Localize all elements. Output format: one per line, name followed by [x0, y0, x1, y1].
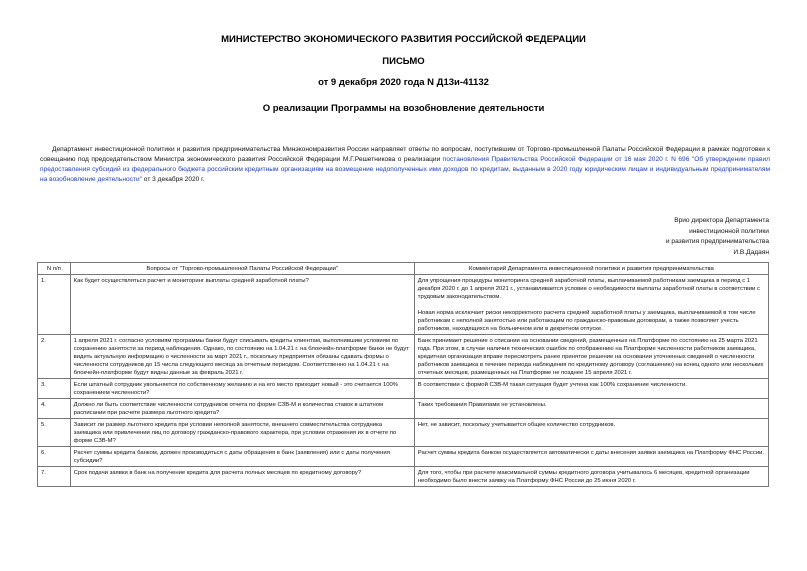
table-row — [38, 467, 769, 487]
row-question: 1 апреля 2021 г. согласно условиям программы банки будут списывать кредиты клиентам, выполнившим условиям по сохранению занятости за период наблюдения. Однако, по состоянию на 1.04.21 г. на блокчейн-платформе банки не будут видеть актуальную информацию о численности за март 2021 г., поскольку предприятия обязаны сдавать формы о численности сотрудников до 15 числа следующего месяца за отчетным периодом. Соответственно на 1.04.21 г. на блокчейн-платформе будут видны данные за февраль 2021 г. — [70, 335, 414, 379]
signature-line-3: и развития предпринимательства — [665, 238, 769, 245]
comment-paragraph: Новая норма исключает риски некорректного расчета средней заработной платы у заемщика, выплачиваемой в том числе работникам с неполной занятостью или работающим по гражданско-правовым договорам, а также позволяет учесть работников, находящихся на больничном или в декретном отпуске. — [417, 309, 756, 332]
header-question: Вопросы от "Торгово-промышленной Палаты Российской Федерации" — [70, 263, 414, 275]
resolution-link[interactable]: постановления Правительства Российской Федерации от 16 мая 2020 г. N 696 "Об утверждении правил предоставления субсидий из федерального бюджета российским кредитным организациям на возмещение недополученных ими доходов по кредитам, выданным в 2020 году юридическим лицам и индивидуальным предпринимателям на возобновление деятельности" — [40, 156, 770, 183]
intro-text-after: от 3 декабря 2020 г. — [141, 176, 205, 183]
row-comment: Расчет суммы кредита банком осуществляется автоматически с даты внесения заявки заемщика на Платформу ФНС России. — [414, 447, 768, 467]
row-question: Как будет осуществляться расчет и мониторинг выплаты средней заработной платы? — [70, 275, 414, 335]
row-comment: Нет, не зависит, поскольку учитывается общее количество сотрудников. — [414, 419, 768, 447]
row-num: 1. — [38, 275, 71, 335]
qa-table — [37, 262, 769, 487]
signature-block — [569, 216, 769, 258]
table-row — [38, 399, 769, 419]
document-subject: О реализации Программы на возобновление деятельности — [262, 103, 545, 114]
row-comment — [414, 275, 768, 335]
row-comment: Для того, чтобы при расчете максимальной суммы кредитного договора учитывалось 6 месяцев, кредитной организации необходимо было внести заявку на Платформу ФНС России до 25 июня 2020 г. — [414, 467, 768, 487]
row-comment: В соответствии с формой СЗВ-М такая ситуация будет учтена как 100% сохранение численности. — [414, 379, 768, 399]
row-num: 4. — [38, 399, 71, 419]
table-header-row — [38, 263, 769, 275]
header-num: N п/п — [38, 263, 71, 275]
row-num: 7. — [38, 467, 71, 487]
row-num: 3. — [38, 379, 71, 399]
table-row — [38, 335, 769, 379]
row-question: Должно ли быть соответствие численности сотрудников отчета по форме СЗВ-М и количества ставок в штатном расписании при расчете размера льготного кредита? — [70, 399, 414, 419]
header-comment: Комментарий Департамента инвестиционной политики и развития предпринимательства — [414, 263, 768, 275]
table-row — [38, 379, 769, 399]
comment-paragraph: Для упрощения процедуры мониторинга средней заработной платы, выплачиваемой работникам заемщика в период с 1 декабря 2020 г. до 1 апреля 2021 г., устанавливается условие о необходимости выплаты заработной платы в соответствии с трудовым законодательством. — [417, 277, 760, 300]
table-row — [38, 419, 769, 447]
row-num: 2. — [38, 335, 71, 379]
table-row — [38, 275, 769, 335]
row-comment: Банк принимает решение о списании на основании сведений, размещенных на Платформе по состоянию на 25 марта 2021 года. При этом, в случае наличия технических ошибок по отображению на Платформе численности работников заемщика, кредитная организация вправе пересмотреть ранее принятое решение на основании уточненных сведений о численности работников заемщика в течение периода наблюдения по кредитному договору (соглашению) на конец одного или нескольких отчетных месяцев, размещенных на Платформе не позднее 15 апреля 2021 г. — [414, 335, 768, 379]
row-question: Срок подачи заявки в банк на получение кредита для расчета полных месяцев по кредитному договору? — [70, 467, 414, 487]
row-question: Зависит ли размер льготного кредита при условии неполной занятости, внешнего совместительства сотрудника заемщика или привлечении лиц по договору гражданско-правового характера, при условии отражения их в отчете по форме СЗВ-М? — [70, 419, 414, 447]
intro-paragraph — [40, 145, 770, 185]
signature-line-2: инвестиционной политики — [689, 227, 769, 235]
row-question: Расчет суммы кредита банком, должен производиться с даты обращения в банк (заявления) или с даты получения субсидии? — [70, 447, 414, 467]
signature-name: И.В.Дадаян — [733, 248, 769, 256]
row-question: Если штатный сотрудник увольняется по собственному желанию и на его место приходит новый - это считается 100% сохранением численности? — [70, 379, 414, 399]
document-type: ПИСЬМО — [382, 56, 425, 67]
row-comment: Таких требования Правилами не установлены. — [414, 399, 768, 419]
intro-text-before: Департамент инвестиционной политики и развития предпринимательства Минэкономразвития России направляет ответы по вопросам, поступившим от Торгово-промышленной Палаты Российской Федерации в рамках подготовки к совещанию под председательством Министра экономического развития Российской Федерации М.Г.Решетникова о реализации — [40, 146, 770, 163]
row-num: 5. — [38, 419, 71, 447]
ministry-title: МИНИСТЕРСТВО ЭКОНОМИЧЕСКОГО РАЗВИТИЯ РОССИЙСКОЙ ФЕДЕРАЦИИ — [221, 34, 586, 45]
document-date-number: от 9 декабря 2020 года N Д13и-41132 — [318, 77, 489, 88]
signature-line-1: Врио директора Департамента — [674, 217, 769, 224]
row-num: 6. — [38, 447, 71, 467]
table-row — [38, 447, 769, 467]
